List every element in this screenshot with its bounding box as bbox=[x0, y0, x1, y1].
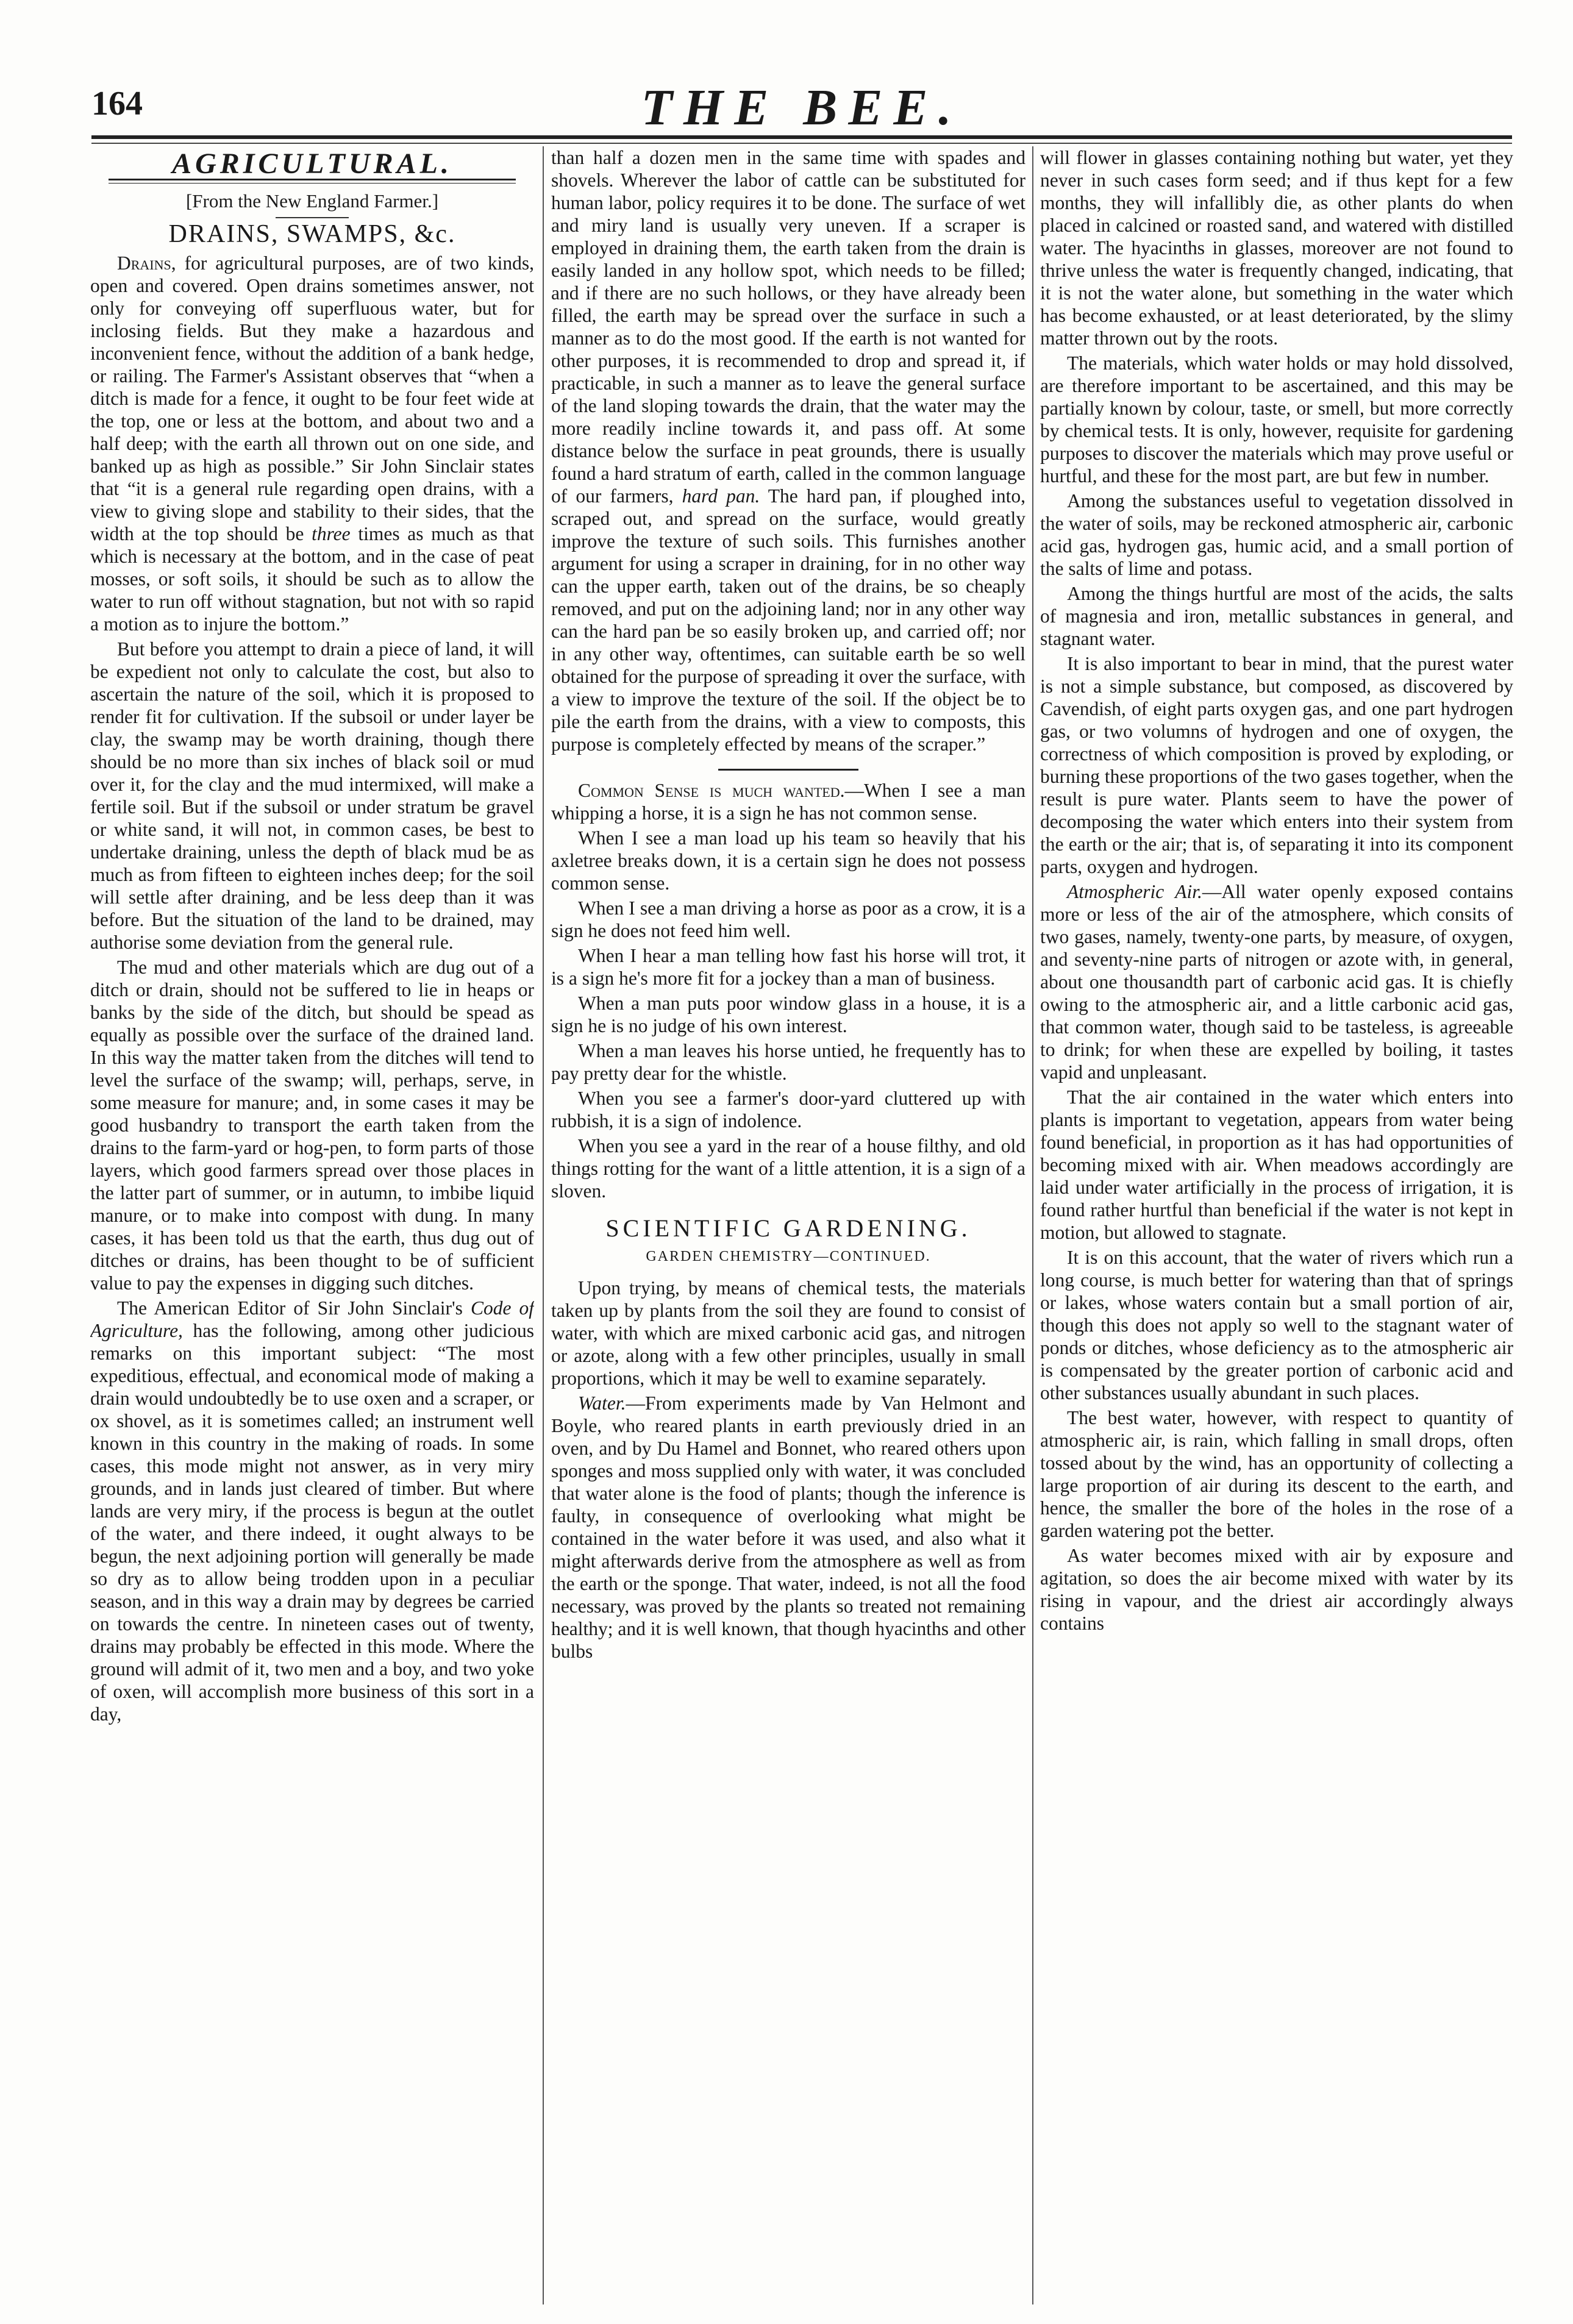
paragraph: But before you attempt to drain a piece of land, it will be expedient not only to calculate the cost, but also to ascertain the nature of the soil, which it is proposed to render fit for cultivation. If the subsoil or under layer be clay, the swamp may be worth draining, though there should be no more than six inches of black soil or mud over it, for the clay and the mud intermixed, will make a fertile soil. But if the subsoil or under stratum be gravel or white sand, it will not, in common cases, be best to undertake draining, unless the depth of black mud be as much as from fifteen to eighteen inches deep; for the soil will settle after draining, and be less deep than it was before. But the situation of the land to be drained, may authorise some deviation from the general rule. bbox=[90, 638, 534, 953]
paragraph: Drains, for agricultural purposes, are of two kinds, open and covered. Open drains sometimes answer, not only for conveying off superfluous water, but for inclosing fields. But they make a hazardous and inconvenient fence, without the addition of a bank hedge, or railing. The Farmer's Assistant observes that “when a ditch is made for a fence, it ought to be four feet wide at the top, one or less at the bottom, and about two and a half deep; with the earth all thrown out on one side, and banked up as high as possible.” Sir John Sinclair states that “it is a general rule regarding open drains, with a view to giving slope and stability to their sides, that the width at the top should be three times as much as that which is necessary at the bottom, and in the case of peat mosses, or soft soils, it should be such as to allow the water to run off without stagnation, but not with so rapid a motion as to injure the bottom.” bbox=[90, 252, 534, 635]
paragraph: The materials, which water holds or may hold dissolved, are therefore important to be ascertained, and this may be partially known by colour, taste, or smell, but more correctly by chemical tests. It is only, however, requisite for gardening purposes to discover the materials which may prove useful or hurtful, and these for the most part, are but few in number. bbox=[1040, 352, 1513, 487]
paragraph: When I see a man load up his team so heavily that his axletree breaks down, it is a certain sign he does not possess common sense. bbox=[551, 827, 1025, 894]
section-rule bbox=[718, 769, 858, 771]
section-heading: AGRICULTURAL. bbox=[172, 148, 452, 180]
subhead-inline: Atmospheric Air. bbox=[1067, 881, 1202, 902]
short-rule bbox=[276, 217, 349, 218]
paragraph: As water becomes mixed with air by exposure and agitation, so does the air become mixed with water by its rising in vapour, and the driest air accordingly always contains bbox=[1040, 1545, 1513, 1634]
article-lead-title: Common Sense is much wanted. bbox=[578, 780, 845, 801]
article-source: [From the New England Farmer.] bbox=[185, 190, 439, 212]
paragraph: The mud and other materials which are dug out of a ditch or drain, should not be suffered to lie in heaps or banks by the side of the ditch, but should be spead as equally as possible over the surface of the drained land. In this way the matter taken from the ditches will tend to level the surface of the swamp; will, perhaps, serve, in some measure for manure; and, in some cases it may be good husbandry to transport the earth taken from the drains to the farm-yard or hog-pen, to form parts of those layers, which good farmers spread over those places in the latter part of summer, or in autumn, to imbibe liquid manure, or to make into compost with dung. In many cases, it has been told us that the earth, thus dug out of ditches or drains, has been thought to be of sufficient value to pay the expenses in digging such ditches. bbox=[90, 957, 534, 1294]
paragraph: Among the things hurtful are most of the acids, the salts of magnesia and iron, metallic substances in general, and stagnant water. bbox=[1040, 583, 1513, 649]
paragraph: will flower in glasses containing nothing but water, yet they never in such cases form seed; and if thus kept for a few months, they will infallibly die, as other plants do when placed in calcined or roasted sand, and watered with distilled water. The hyacinths in glasses, moreover are not found to thrive unless the water is frequently changed, indicating, that it is not the water alone, but something in the water which has become exhausted, or at least deteriorated, by the slimy matter thrown out by the roots. bbox=[1040, 147, 1513, 349]
paragraph: The American Editor of Sir John Sinclair's Code of Agriculture, has the following, among other judicious remarks on this important subject: “The most expeditious, effectual, and economical mode of making a drain would undoubtedly be to use oxen and a scraper, or ox shovel, as it is sometimes called; an instrument well known in this country in the making of roads. In some cases, this mode might not answer, as in very miry grounds, and in lands just cleared of timber. But where lands are very miry, if the process is begun at the outlet of the water, and there indeed, it ought always to be begun, the next adjoining portion will generally be made so dry as to allow being trodden upon in a peculiar season, and in this way a drain may by degrees be carried on towards the centre. In nineteen cases out of twenty, drains may probably be effected in this mode. Where the ground will admit of it, two men and a boy, and two yoke of oxen, will accomplish more business of this sort in a day, bbox=[90, 1297, 534, 1725]
paragraph: When a man puts poor window glass in a house, it is a sign he is no judge of his own interest. bbox=[551, 993, 1025, 1036]
column-3 bbox=[1040, 146, 1513, 2304]
paragraph: Water.—From experiments made by Van Helmont and Boyle, who reared plants in earth previously dried in an oven, and by Du Hamel and Bonnet, who reared others upon sponges and moss supplied only with water, it was concluded that water alone is the food of plants; though the inference is faulty, in consequence of overlooking what might be contained in the water before it was used, and also what it might afterwards derive from the atmosphere as well as from the earth or the sponge. That water, indeed, is not all the food necessary, was proved by the plants so treated not remaining healthy; and it is well known, that though hyacinths and other bulbs bbox=[551, 1392, 1025, 1662]
paragraph: It is on this account, that the water of rivers which run a long course, is much better for watering than that of springs or lakes, whose waters contain but a small portion of air, though this does not apply so well to the stagnant water of ponds or ditches, whose deficiency as to the atmospheric air is compensated by the greater portion of carbonic acid and other substances usually abundant in such places. bbox=[1040, 1247, 1513, 1403]
paragraph: Atmospheric Air.—All water openly exposed contains more or less of the air of the atmosphere, which consits of two gases, namely, twenty-one parts, by measure, of oxygen, and seventy-nine parts of nitrogen or azote with, in general, about one thousandth part of carbonic acid gas. It is chiefly owing to the atmospheric air, and a little carbonic acid gas, that common water, though said to be tasteless, is agreeable to drink; for when these are expelled by boiling, it tastes vapid and unpleasant. bbox=[1040, 881, 1513, 1083]
paragraph: When you see a yard in the rear of a house filthy, and old things rotting for the want of a little attention, it is a sign of a sloven. bbox=[551, 1135, 1025, 1202]
lead-word: Drains, bbox=[117, 252, 176, 274]
column-divider bbox=[543, 146, 544, 2304]
paragraph: When you see a farmer's door-yard cluttered up with rubbish, it is a sign of indolence. bbox=[551, 1088, 1025, 1132]
masthead-rule bbox=[91, 135, 1512, 139]
column-1 bbox=[90, 146, 534, 2304]
paragraph: When a man leaves his horse untied, he frequently has to pay pretty dear for the whistle. bbox=[551, 1040, 1025, 1084]
article-title: SCIENTIFIC GARDENING. bbox=[605, 1214, 971, 1242]
paragraph: When I see a man driving a horse as poor as a crow, it is a sign he does not feed him well. bbox=[551, 897, 1025, 941]
masthead bbox=[91, 78, 1512, 136]
column-divider bbox=[1032, 146, 1033, 2304]
paragraph: That the air contained in the water which enters into plants is important to vegetation, appears from water being found beneficial, in proportion as it has had opportunities of becoming mixed with air. When meadows accordingly are laid under water artificially in the process of irrigation, it is found rather hurtful than beneficial if the water is not kept in motion, but allowed to stagnate. bbox=[1040, 1086, 1513, 1243]
article-subtitle: GARDEN CHEMISTRY—CONTINUED. bbox=[646, 1249, 931, 1264]
paragraph: Common Sense is much wanted.—When I see a man whipping a horse, it is a sign he has not common sense. bbox=[551, 780, 1025, 824]
subhead-inline: Water. bbox=[578, 1392, 626, 1414]
article-title: DRAINS, SWAMPS, &c. bbox=[168, 220, 456, 248]
masthead-rule-thin bbox=[91, 143, 1512, 144]
paragraph: The best water, however, with respect to quantity of atmospheric air, is rain, which falling in small drops, often tossed about by the wind, has an opportunity of collecting a large proportion of air during its descent to the earth, and hence, the smaller the bore of the holes in the rose of a garden watering pot the better. bbox=[1040, 1407, 1513, 1541]
paragraph: It is also important to bear in mind, that the purest water is not a simple substance, but composed, as discovered by Cavendish, of eight parts oxygen gas, and one part hydrogen gas, or two volumns of hydrogen and one of oxygen, the correctness of which composition is proved by exploding, or burning these proportions of the two gases together, when the result is pure water. Plants seem to have the power of decomposing the water which enters into their system from the earth or the air; that is, of separating it into its component parts, oxygen and hydrogen. bbox=[1040, 653, 1513, 877]
paragraph: Among the substances useful to vegetation dissolved in the water of soils, may be reckoned atmospheric air, carbonic acid gas, hydrogen gas, humic acid, and a small portion of the salts of lime and potass. bbox=[1040, 490, 1513, 579]
paragraph: When I hear a man telling how fast his horse will trot, it is a sign he's more fit for a jockey than a man of business. bbox=[551, 945, 1025, 989]
paragraph: than half a dozen men in the same time with spades and shovels. Wherever the labor of cattle can be substituted for human labor, policy requires it to be done. The surface of wet and miry land is usually very uneven. If a scraper is employed in draining them, the earth taken from the drain is easily landed in any hollow spot, which needs to be filled; and if there are no such hollows, or they have already been filled, the earth may be spread over the surface in such a manner as to do the most good. If the earth is not wanted for other purposes, it is recommended to drop and spread it, if practicable, in such a manner as to leave the general surface of the land sloping towards the drain, that the water may the more readily incline towards it, and pass off. At some distance below the surface in peat grounds, there is usually found a hard stratum of earth, called in the common language of our farmers, hard pan. The hard pan, if ploughed into, scraped out, and spread on the surface, would greatly improve the texture of such soils. This furnishes another argument for using a scraper in draining, for in no other way can the upper earth, taken out of the drains, be so cheaply removed, and put on the adjoining land; nor in any other way can the hard pan be so easily broken up, and carried off; nor in any other way, oftentimes, can suitable earth be so well obtained for the purpose of spreading it over the surface, with a view to improve the texture of the soil. If the object be to pile the earth from the drains, with a view to composts, this purpose is completely effected by means of the scraper.” bbox=[551, 147, 1025, 755]
paragraph: Upon trying, by means of chemical tests, the materials taken up by plants from the soil they are found to consist of water, with which are mixed carbonic acid gas, and nitrogen or azote, along with a few other principles, usually in small proportions, which it may be well to examine separately. bbox=[551, 1277, 1025, 1389]
column-2 bbox=[551, 146, 1025, 2304]
newspaper-title: THE BEE. bbox=[641, 79, 963, 136]
page-number: 164 bbox=[91, 85, 143, 123]
